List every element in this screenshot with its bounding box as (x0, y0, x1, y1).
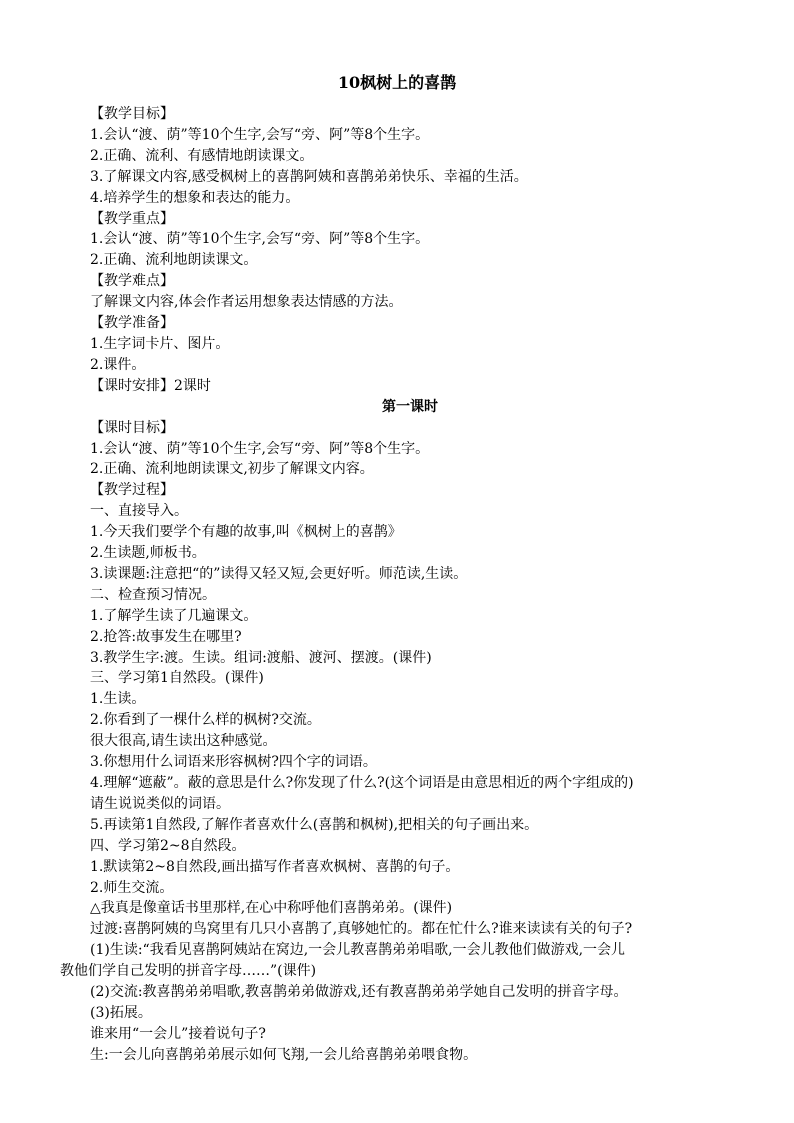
text-line: 1.默读第2~8自然段,画出描写作者喜欢枫树、喜鹊的句子。 (90, 858, 460, 875)
text-line: 3.教学生字:渡。生读。组词:渡船、渡河、摆渡。(课件) (90, 649, 432, 666)
section-heading: 【课时目标】 (90, 419, 174, 436)
text-line: 2.正确、流利地朗读课文,初步了解课文内容。 (90, 461, 374, 478)
text-line: 三、学习第1自然段。(课件) (90, 670, 264, 687)
text-line: 生:一会儿向喜鹊弟弟展示如何飞翔,一会儿给喜鹊弟弟喂食物。 (90, 1046, 478, 1063)
text-line: (1)生读:“我看见喜鹊阿姨站在窝边,一会儿教喜鹊弟弟唱歌,一会儿教他们做游戏,一会儿 (90, 942, 626, 959)
text-line: 1.会认“渡、荫”等10个生字,会写“旁、阿”等8个生字。 (90, 231, 430, 248)
text-line: 1.会认“渡、荫”等10个生字,会写“旁、阿”等8个生字。 (90, 440, 430, 457)
text-line: △我真是像童话书里那样,在心中称呼他们喜鹊弟弟。(课件) (90, 900, 453, 917)
text-line: 教他们学自己发明的拼音字母……”(课件) (60, 963, 317, 980)
text-line: 2.正确、流利地朗读课文。 (90, 252, 258, 269)
text-line: 4.理解“遮蔽”。蔽的意思是什么?你发现了什么?(这个词语是由意思相近的两个字组成的) (90, 775, 634, 791)
text-line: 1.生读。 (90, 691, 146, 708)
text-line: 1.生字词卡片、图片。 (90, 335, 230, 352)
page-title: 10枫树上的喜鹊 (337, 73, 457, 92)
text-line: 过渡:喜鹊阿姨的鸟窝里有几只小喜鹊了,真够她忙的。都在忙什么?谁来读读有关的句子? (90, 921, 633, 938)
text-line: 很大很高,请生读出这种感觉。 (90, 733, 277, 750)
text-line: 一、直接导入。 (90, 503, 188, 520)
text-line: 4.培养学生的想象和表达的能力。 (90, 189, 300, 206)
text-line: 四、学习第2~8自然段。 (90, 837, 246, 854)
text-line: 2.师生交流。 (90, 879, 174, 896)
section-heading: 【教学目标】 (90, 106, 174, 122)
text-line: 2.抢答:故事发生在哪里? (90, 628, 242, 645)
text-line: 5.再读第1自然段,了解作者喜欢什么(喜鹊和枫树),把相关的句子画出来。 (90, 816, 539, 833)
section-subtitle: 第一课时 (382, 398, 438, 415)
lesson-plan-body (60, 104, 730, 1066)
text-line: 3.你想用什么词语来形容枫树?四个字的词语。 (90, 754, 377, 771)
text-line: 2.课件。 (90, 356, 146, 373)
section-heading: 【教学过程】 (90, 482, 174, 499)
text-line: 3.读课题:注意把“的”读得又轻又短,会更好听。师范读,生读。 (90, 565, 468, 582)
section-heading: 【教学重点】 (90, 210, 174, 227)
section-heading: 【教学准备】 (90, 315, 174, 332)
text-line: 2.正确、流利、有感情地朗读课文。 (90, 147, 314, 164)
section-heading: 【课时安排】2课时 (90, 377, 211, 394)
text-line: 谁来用“一会儿”接着说句子? (90, 1025, 266, 1042)
text-line: (2)交流:教喜鹊弟弟唱歌,教喜鹊弟弟做游戏,还有教喜鹊弟弟学她自己发明的拼音字母。 (90, 984, 628, 1001)
text-line: 1.今天我们要学个有趣的故事,叫《枫树上的喜鹊》 (90, 524, 402, 541)
text-line: 二、检查预习情况。 (90, 586, 216, 603)
text-line: 3.了解课文内容,感受枫树上的喜鹊阿姨和喜鹊弟弟快乐、幸福的生活。 (90, 168, 528, 185)
text-line: 了解课文内容,体会作者运用想象表达情感的方法。 (90, 294, 403, 311)
text-line: 请生说说类似的词语。 (90, 795, 230, 812)
section-heading: 【教学难点】 (90, 273, 174, 290)
text-line: 1.了解学生读了几遍课文。 (90, 607, 258, 624)
text-line: (3)拓展。 (90, 1004, 152, 1021)
text-line: 2.生读题,师板书。 (90, 545, 206, 562)
text-line: 1.会认“渡、荫”等10个生字,会写“旁、阿”等8个生字。 (90, 126, 430, 143)
text-line: 2.你看到了一棵什么样的枫树?交流。 (90, 712, 321, 729)
